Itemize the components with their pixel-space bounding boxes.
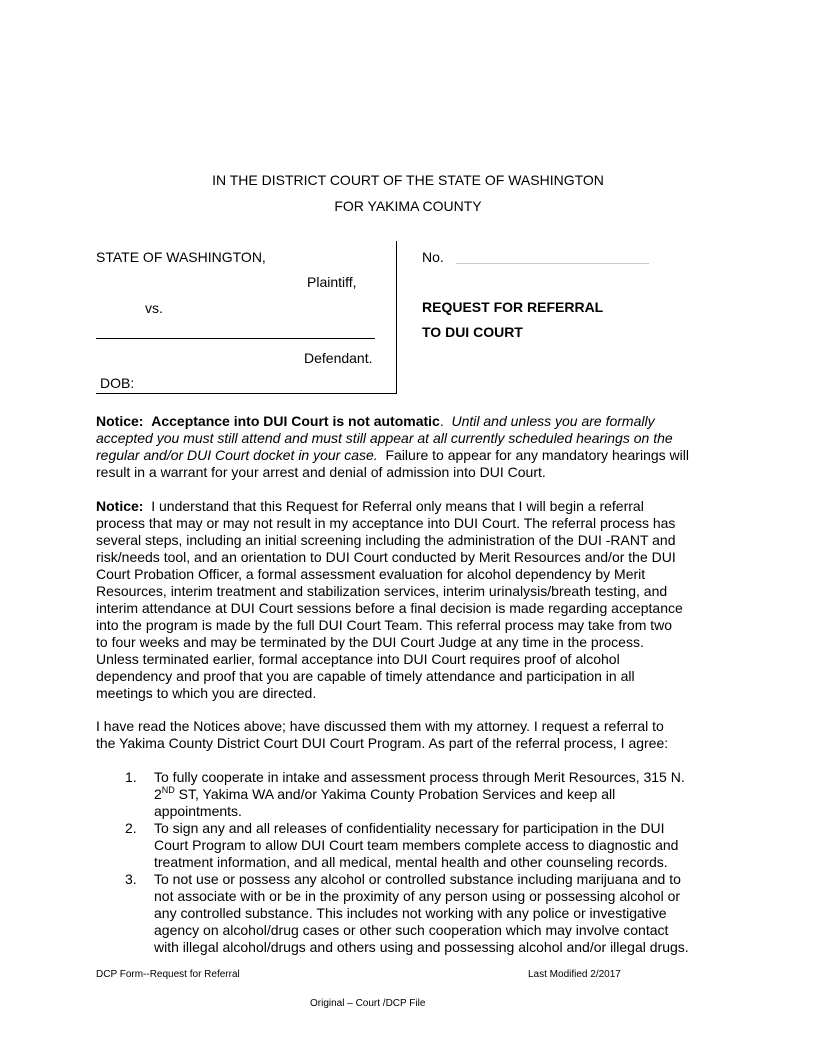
plaintiff-label: Plaintiff, xyxy=(307,274,357,290)
notice-label: Notice: xyxy=(96,498,144,514)
document-title-line2: TO DUI COURT xyxy=(422,324,523,340)
agreement-list xyxy=(96,769,736,956)
list-item: 3. To not use or possess any alcohol or controlled substance including marijuana and to not associate with or be in the proximity of any person using or possessing alcohol or any controlled substance. This includes not working with any police or investigative agency on alcohol/drug cases or other such cooperation which may involve contact with illegal alcohol/drugs and others using and possessing alcohol and/or illegal drugs. xyxy=(125,871,689,955)
county-heading: FOR YAKIMA COUNTY xyxy=(334,198,482,214)
agreement-paragraph: I have read the Notices above; have discussed them with my attorney. I request a referral to the Yakima County District Court DUI Court Program. As part of the referral process, I agree: xyxy=(96,718,669,751)
footer-form-name: DCP Form--Request for Referral xyxy=(96,969,240,980)
list-number: 1. xyxy=(125,769,137,785)
list-item: 2. To sign any and all releases of confidentiality necessary for participation in the DUI Court Program to allow DUI Court team members complete access to diagnostic and treatment information, and all medical, mental health and other counseling records. xyxy=(125,820,679,870)
notice-referral-process: Notice: I understand that this Request for Referral only means that I will begin a referral process that may or may not result in my acceptance into DUI Court. The referral process has several steps, including an initial screening including the administration of the DUI -RANT and risk/needs tool, and an orientation to DUI Court conducted by Merit Resources and/or the DUI Court Probation Officer, a formal assessment evaluation for alcohol dependency by Merit Resources, interim treatment and stabilization services, interim urinalysis/breath testing, and interim attendance at DUI Court sessions before a final decision is made regarding acceptance into the program is made by the full DUI Court Team. This referral process may take from two to four weeks and may be terminated by the DUI Court Judge at any time in the process. Unless terminated earlier, formal acceptance into DUI Court requires proof of alcohol dependency and proof that you are capable of timely attendance and participation in all meetings to which you are directed. xyxy=(96,498,683,701)
footer-last-modified: Last Modified 2/2017 xyxy=(528,969,621,980)
list-number: 2. xyxy=(125,820,137,836)
defendant-name-line xyxy=(96,338,375,339)
caption-divider xyxy=(396,241,397,394)
notice-label: Notice: xyxy=(96,413,144,429)
notice-acceptance: Notice: Acceptance into DUI Court is not automatic. Until and unless you are formally accepted you must still attend and must still appear at all currently scheduled hearings on the regular and/or DUI Court docket in your case. Failure to appear for any mandatory hearings will result in a warrant for your arrest and denial of admission into DUI Court. xyxy=(96,413,689,480)
case-number-field xyxy=(456,263,649,264)
list-number: 3. xyxy=(125,871,137,887)
dob-label: DOB: xyxy=(100,375,135,391)
case-number-label: No. xyxy=(422,249,444,265)
footer-distribution: Original – Court /DCP File xyxy=(310,998,426,1009)
versus-label: vs. xyxy=(145,300,163,316)
caption-bottom-line xyxy=(96,393,397,394)
court-heading: IN THE DISTRICT COURT OF THE STATE OF WASHINGTON xyxy=(212,172,604,188)
defendant-label: Defendant. xyxy=(304,350,373,366)
notice-bold-text: Acceptance into DUI Court is not automatic xyxy=(151,413,440,429)
document-title-line1: REQUEST FOR REFERRAL xyxy=(422,299,604,315)
plaintiff-name: STATE OF WASHINGTON, xyxy=(96,249,266,265)
list-item: 1. To fully cooperate in intake and assessment process through Merit Resources, 315 N. 2ND ST, Yakima WA and/or Yakima County Probation Services and keep all appointments. xyxy=(125,769,685,819)
